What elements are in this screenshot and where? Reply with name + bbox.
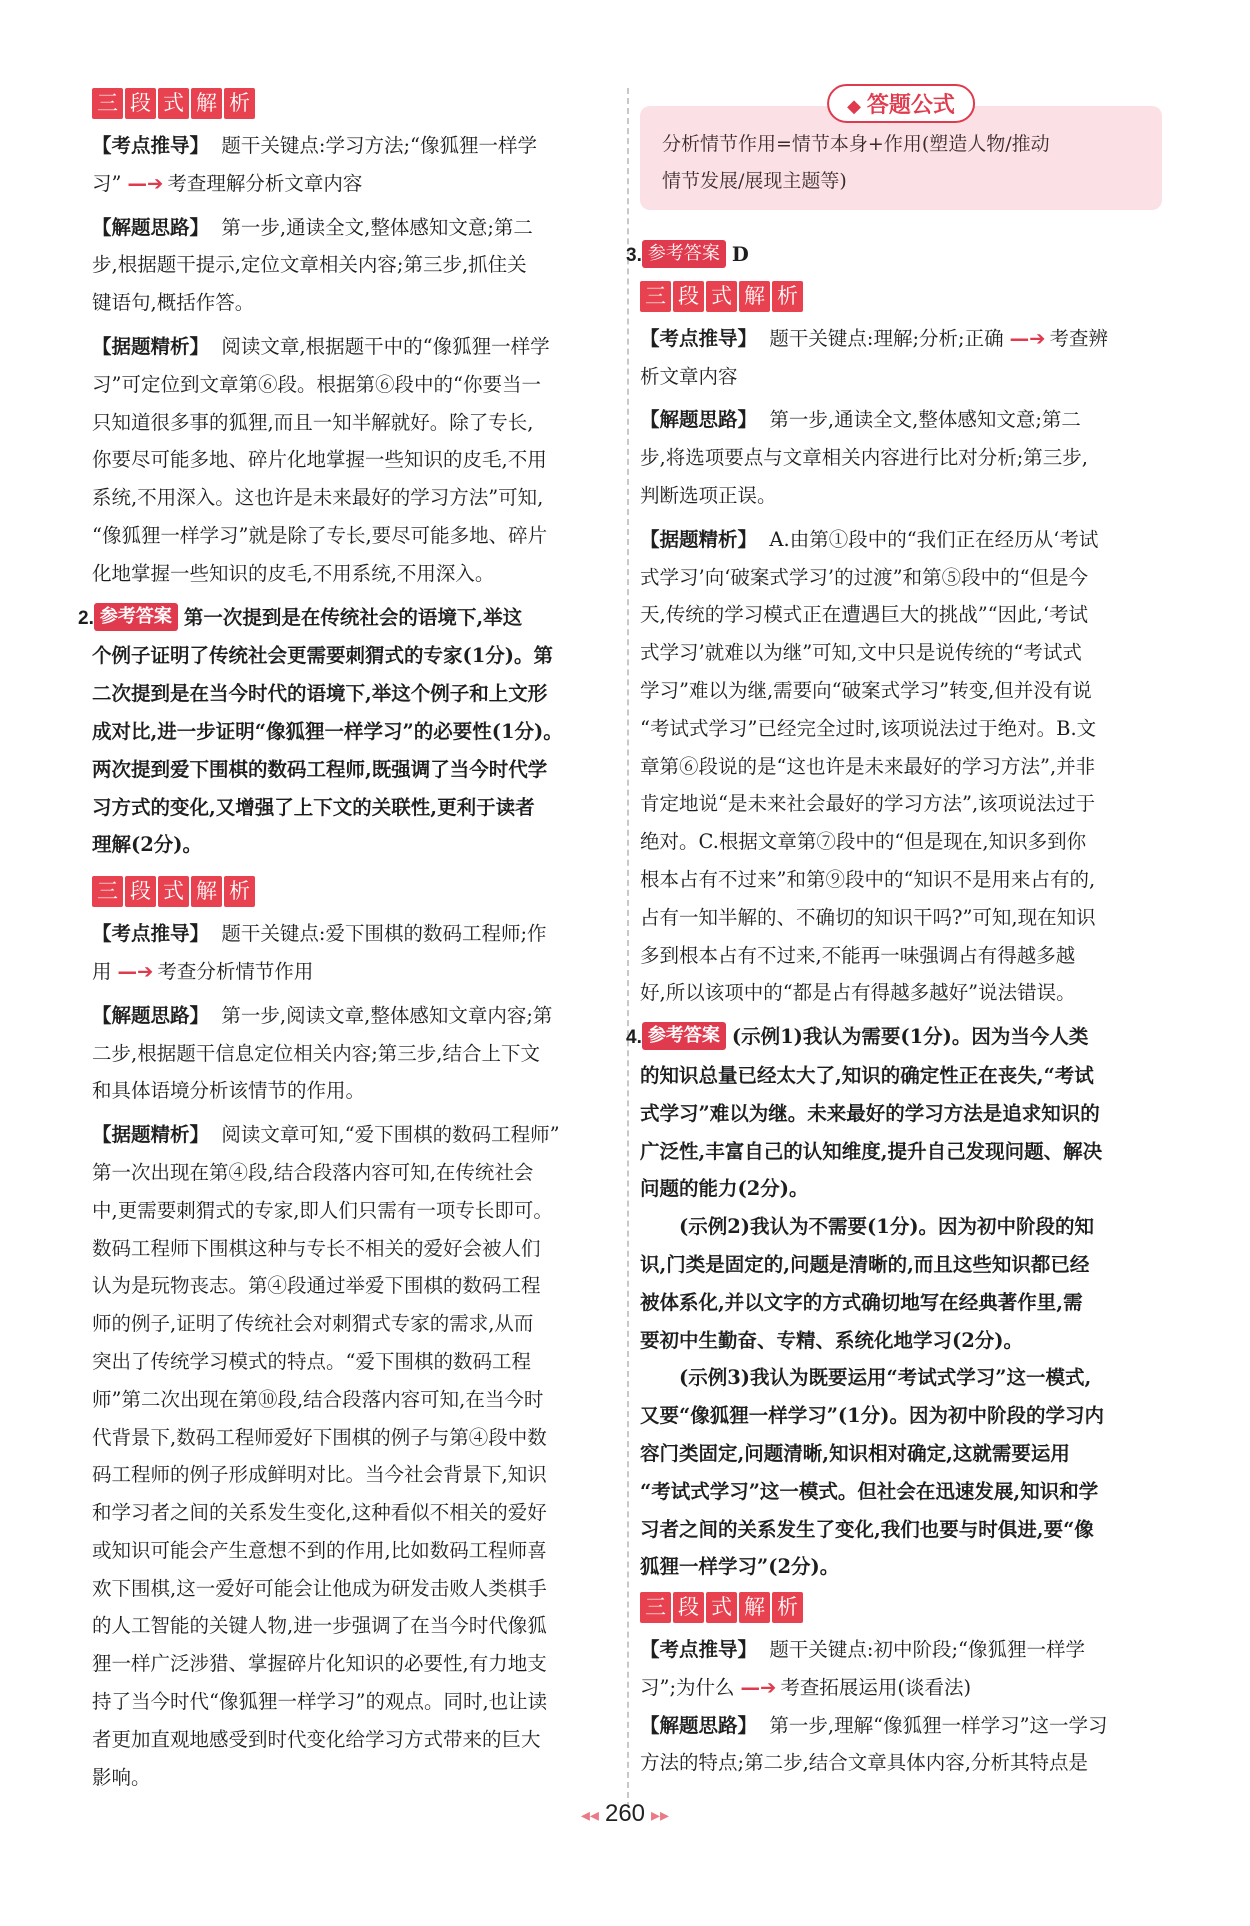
jujing-block: 【据题精析】 A.由第①段中的“我们正在经历从‘考试 式学习’向‘破案式学习’的过渡”和第⑤段中的“但是今 天,传统的学习模式正在遭遇巨大的挑战”“因此,‘考试 式学习’就难以为继”可知,文中只是说传统的“考试式 学习”难以为继,需要向“破案式学习”转变,但并没有说 “考试式学习”已经完全过时,该项说法过于绝对。B.文 章第⑥段说的是“这也许是未来最好的学习方法”,并非 肯定地说“是未来社会最好的学习方法”,该项说法过于 绝对。C.根据文章第⑦段中的“但是现在,知识多到你 根本占有不过来”和第⑨段中的“知识不是用来占有的, 占有一知半解的、不确切的知识干吗?”可知,现在知识 多到根本占有不过来,不能再一味强调占有得越多越 好,所以该项中的“都是占有得越多越好”说法错误。 xyxy=(640,527,1099,1005)
chevrons-left-icon: ◂◂ xyxy=(580,1805,599,1825)
section-title-analysis: 三 段 式 解 析 xyxy=(640,1592,1162,1623)
answer-q3: 3. 参考答案 D xyxy=(626,236,1162,275)
jieti-block: 【解题思路】 第一步,通读全文,整体感知文意;第二 步,将选项要点与文章相关内容进行比对分析;第三步, 判断选项正误。 xyxy=(640,408,1088,507)
right-column xyxy=(626,86,1162,1782)
arrow-icon: —➔ xyxy=(117,959,154,983)
answer-q4-example3: (示例3)我认为既要运用“考试式学习”这一模式, 又要“像狐狸一样学习”(1分)。因为初中阶段的学习内 容门类固定,问题清晰,知识相对确定,这就需要运用 “考试式学习”这一模式。但社会在迅速发展,知识和学 习者之间的关系发生了变化,我们也要与时俱进,要“像 狐狸一样学习”(2分)。 xyxy=(640,1366,1104,1579)
section-title-analysis: 三 段 式 解 析 xyxy=(92,88,614,119)
arrow-icon: —➔ xyxy=(1009,326,1046,350)
column-divider xyxy=(627,88,629,1808)
arrow-icon: —➔ xyxy=(740,1675,777,1699)
kaodian-block: 【考点推导】 题干关键点:初中阶段;“像狐狸一样学 习”;为什么 —➔ 考查拓展运用(谈看法) xyxy=(640,1631,1162,1707)
kaodian-block: 【考点推导】 题干关键点:学习方法;“像狐狸一样学 习” —➔ 考查理解分析文章内容 xyxy=(92,127,614,203)
formula-text: 分析情节作用=情节本身+作用(塑造人物/推动 情节发展/展现主题等) xyxy=(662,133,1050,192)
answer-chip: 参考答案 xyxy=(642,240,726,268)
answer-q2: 2. 参考答案 第一次提到是在传统社会的语境下,举这 个例子证明了传统社会更需要刺猬式的专家(1分)。第 二次提到是在当今时代的语境下,举这个例子和上文形 成对比,进一步证明“像狐狸一样学习”的必要性(1分)。 两次提到爱下围棋的数码工程师,既强调了当今时代学 习方式的变化,又增强了上下文的关联性,更利于读者 理解(2分)。 xyxy=(78,599,614,865)
formula-title: ◆ 答题公式 xyxy=(827,84,975,123)
answer-chip: 参考答案 xyxy=(642,1022,726,1050)
left-column xyxy=(78,82,614,1796)
page-number: 260 xyxy=(604,1800,646,1827)
page-footer xyxy=(0,1800,1250,1828)
kaodian-block: 【考点推导】 题干关键点:理解;分析;正确 —➔ 考查辨 析文章内容 xyxy=(640,320,1162,396)
arrow-icon: —➔ xyxy=(127,171,164,195)
jujing-block: 【据题精析】 阅读文章,根据题干中的“像狐狸一样学 习”可定位到文章第⑥段。根据第⑥段中的“你要当一 只知道很多事的狐狸,而且一知半解就好。除了专长, 你要尽可能多地、碎片化地掌握一些知识的皮毛,不用 系统,不用深入。这也许是未来最好的学习方法”可知, “像狐狸一样学习”就是除了专长,要尽可能多地、碎片 化地掌握一些知识的皮毛,不用系统,不用深入。 xyxy=(92,334,550,585)
formula-box xyxy=(640,93,1162,210)
jujing-block: 【据题精析】 阅读文章可知,“爱下围棋的数码工程师” 第一次出现在第④段,结合段落内容可知,在传统社会 中,更需要刺猬式的专家,即人们只需有一项专长即可。 数码工程师下围棋这种与专长不相关的爱好会被人们 认为是玩物丧志。第④段通过举爱下围棋的数码工程 师的例子,证明了传统社会对刺猬式专家的需求,从而 突出了传统学习模式的特点。“爱下围棋的数码工程 师”第二次出现在第⑩段,结合段落内容可知,在当今时 代背景下,数码工程师爱好下围棋的例子与第④段中数 码工程师的例子形成鲜明对比。当今社会背景下,知识 和学习者之间的关系发生变化,这种看似不相关的爱好 或知识可能会产生意想不到的作用,比如数码工程师喜 欢下围棋,这一爱好可能会让他成为研发击败人类棋手 的人工智能的关键人物,进一步强调了在当今时代像狐 狸一样广泛涉猎、掌握碎片化知识的必要性,有力地支 持了当今时代“像狐狸一样学习”的观点。同时,也让读 者更加直观地感受到时代变化给学习方式带来的巨大 影响。 xyxy=(92,1123,560,1789)
answer-q4: 4. 参考答案 (示例1)我认为需要(1分)。因为当今人类 的知识总量已经太大了,知识的确定性正在丧失,“考试 式学习”难以为继。未来最好的学习方法是追求知识的 广泛性,丰富自己的认知维度,提升自己发现问题、解决 问题的能力(2分)。 xyxy=(626,1018,1162,1208)
section-title-analysis: 三 段 式 解 析 xyxy=(640,281,1162,312)
chevrons-right-icon: ▸▸ xyxy=(651,1805,670,1825)
jieti-block: 【解题思路】 第一步,通读全文,整体感知文意;第二 步,根据题干提示,定位文章相关内容;第三步,抓住关 键语句,概括作答。 xyxy=(92,215,533,315)
section-title-analysis: 三 段 式 解 析 xyxy=(92,876,614,907)
answer-q4-example2: (示例2)我认为不需要(1分)。因为初中阶段的知 识,门类是固定的,问题是清晰的,而且这些知识都已经 被体系化,并以文字的方式确切地写在经典著作里,需 要初中生勤奋、专精、系统化地学习(2分)。 xyxy=(640,1215,1095,1352)
jieti-block: 【解题思路】 第一步,阅读文章,整体感知文章内容;第 二步,根据题干信息定位相关内容;第三步,结合上下文 和具体语境分析该情节的作用。 xyxy=(92,1003,553,1103)
jieti-block: 【解题思路】 第一步,理解“像狐狸一样学习”这一学习 方法的特点;第二步,结合文章具体内容,分析其特点是 xyxy=(640,1713,1108,1775)
answer-chip: 参考答案 xyxy=(94,603,178,631)
diamond-icon: ◆ xyxy=(847,96,861,117)
kaodian-block: 【考点推导】 题干关键点:爱下围棋的数码工程师;作 用 —➔ 考查分析情节作用 xyxy=(92,915,614,991)
